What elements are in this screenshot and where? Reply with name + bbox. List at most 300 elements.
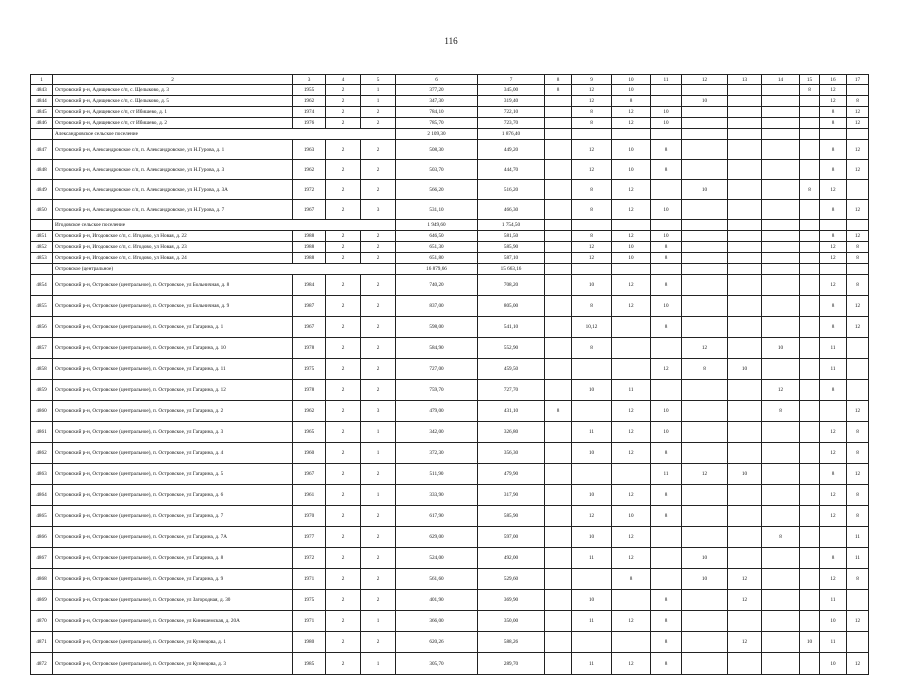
cell: 1 [361, 85, 396, 96]
cell: 12 [847, 464, 869, 485]
cell: 503,70 [396, 160, 478, 180]
cell: 2 [326, 527, 361, 548]
cell: 759,70 [396, 380, 478, 401]
cell [545, 253, 572, 264]
header-cell: 14 [762, 75, 800, 85]
cell [728, 85, 762, 96]
cell: 524,00 [396, 548, 478, 569]
cell: 8 [612, 96, 651, 107]
cell: 1962 [293, 96, 326, 107]
cell [728, 107, 762, 118]
cell [572, 401, 612, 422]
cell: 319,40 [478, 96, 545, 107]
address-cell: Островский р-н, Адищевское с/п, ст Ибишево, д. 1 [53, 107, 293, 118]
row-id-cell: 4866 [31, 527, 53, 548]
cell: 1988 [293, 242, 326, 253]
cell [545, 464, 572, 485]
cell: 347,30 [396, 96, 478, 107]
cell: 1 [361, 96, 396, 107]
cell: 8 [847, 569, 869, 590]
cell [682, 443, 728, 464]
cell: 2 [326, 231, 361, 242]
cell [762, 160, 800, 180]
address-cell: Островский р-н, Островское (центральное), п. Островское, ул Гагарина, д. 4 [53, 443, 293, 464]
cell: 10 [572, 590, 612, 611]
address-cell: Островский р-н, Александровское с/п, п. Александровское, ул Н.Гурова, д. 3А [53, 180, 293, 200]
cell: 459,50 [478, 359, 545, 380]
cell: 431,10 [478, 401, 545, 422]
cell: 508,30 [396, 140, 478, 160]
cell [682, 220, 728, 231]
cell [682, 422, 728, 443]
cell [612, 220, 651, 231]
row-id-cell: 4868 [31, 569, 53, 590]
cell: 581,50 [478, 231, 545, 242]
cell: 511,90 [396, 464, 478, 485]
cell: 722,10 [478, 107, 545, 118]
cell: 8 [762, 527, 800, 548]
cell: 620,26 [396, 632, 478, 653]
cell: 12 [572, 253, 612, 264]
cell [572, 632, 612, 653]
cell: 12 [728, 632, 762, 653]
address-cell: Островский р-н, Островское (центральное), п. Островское, ул Гагарина, д. 12 [53, 380, 293, 401]
cell [572, 129, 612, 140]
cell: 723,70 [478, 118, 545, 129]
cell [728, 200, 762, 220]
row-id-cell: 4861 [31, 422, 53, 443]
cell: 12 [820, 506, 847, 527]
cell: 2 [326, 180, 361, 200]
cell [572, 464, 612, 485]
cell [545, 129, 572, 140]
cell [545, 140, 572, 160]
cell: 8 [545, 401, 572, 422]
address-cell: Островский р-н, Островское (центральное), п. Островское, ул Гагарина, д. 2 [53, 401, 293, 422]
cell: 8 [651, 242, 682, 253]
cell: 10 [572, 485, 612, 506]
cell: 12 [820, 275, 847, 296]
header-cell: 3 [293, 75, 326, 85]
cell: 1977 [293, 527, 326, 548]
address-cell: Островский р-н, Островское (центральное), п. Островское, ул Кинешемская, д. 20А [53, 611, 293, 632]
cell [800, 548, 820, 569]
cell: 10 [651, 231, 682, 242]
cell [762, 275, 800, 296]
address-cell: Островский р-н, Александровское с/п, п. Александровское, ул Н.Гурова, д. 7 [53, 200, 293, 220]
cell: 12 [820, 422, 847, 443]
cell: 12 [612, 401, 651, 422]
cell [847, 220, 869, 231]
cell: 12 [612, 107, 651, 118]
cell [545, 380, 572, 401]
header-cell: 8 [545, 75, 572, 85]
header-cell: 17 [847, 75, 869, 85]
cell: 11 [572, 422, 612, 443]
cell [682, 140, 728, 160]
table-row [31, 200, 869, 220]
cell [545, 96, 572, 107]
cell: 2 [326, 140, 361, 160]
address-cell: Островский р-н, Островское (центральное), п. Островское, ул Гагарина, д. 9 [53, 569, 293, 590]
cell: 12 [682, 464, 728, 485]
cell [762, 253, 800, 264]
address-cell: Островский р-н, Адищевское с/п, с. Щелыково, д. 3 [53, 85, 293, 96]
cell [847, 359, 869, 380]
cell: 11 [820, 359, 847, 380]
cell: 10 [612, 160, 651, 180]
cell: 444,70 [478, 160, 545, 180]
row-id-cell: 4872 [31, 653, 53, 675]
cell [800, 443, 820, 464]
cell: 12 [682, 338, 728, 359]
cell [800, 200, 820, 220]
cell [762, 590, 800, 611]
row-id-cell: 4854 [31, 275, 53, 296]
cell: 8 [820, 464, 847, 485]
cell: 10 [651, 422, 682, 443]
cell: 1971 [293, 611, 326, 632]
cell [545, 220, 572, 231]
cell: 10 [800, 632, 820, 653]
cell: 8 [651, 506, 682, 527]
row-id-cell: 4848 [31, 160, 53, 180]
cell: 708,20 [478, 275, 545, 296]
cell [545, 160, 572, 180]
cell: 366,00 [396, 611, 478, 632]
cell [800, 140, 820, 160]
cell [800, 527, 820, 548]
cell [762, 180, 800, 200]
cell: 8 [800, 180, 820, 200]
cell [762, 464, 800, 485]
cell: 629,00 [396, 527, 478, 548]
subtotal-value: 1 876,40 [478, 129, 545, 140]
cell: 356,30 [478, 443, 545, 464]
cell: 8 [651, 160, 682, 180]
cell: 1965 [293, 422, 326, 443]
cell [682, 129, 728, 140]
cell: 10 [820, 653, 847, 675]
cell [572, 359, 612, 380]
cell [682, 200, 728, 220]
cell: 2 [326, 506, 361, 527]
cell: 3 [361, 200, 396, 220]
cell: 11 [820, 338, 847, 359]
cell [800, 275, 820, 296]
cell: 12 [612, 443, 651, 464]
cell: 2 [361, 275, 396, 296]
cell: 1970 [293, 506, 326, 527]
cell: 12 [612, 118, 651, 129]
cell [800, 242, 820, 253]
cell: 289,70 [478, 653, 545, 675]
cell: 10 [651, 200, 682, 220]
cell: 2 [326, 96, 361, 107]
cell: 12 [612, 548, 651, 569]
cell [682, 380, 728, 401]
cell: 1961 [293, 485, 326, 506]
cell [847, 264, 869, 275]
cell: 12 [612, 180, 651, 200]
cell [682, 611, 728, 632]
cell [728, 242, 762, 253]
cell [728, 653, 762, 675]
cell: 12 [612, 231, 651, 242]
cell: 8 [545, 85, 572, 96]
table-row [31, 118, 869, 129]
cell: 1978 [293, 380, 326, 401]
cell: 8 [820, 231, 847, 242]
cell [612, 338, 651, 359]
cell: 12 [612, 422, 651, 443]
cell: 12 [572, 160, 612, 180]
cell: 8 [682, 359, 728, 380]
page-number: 116 [444, 36, 458, 46]
cell [728, 443, 762, 464]
cell: 466,30 [478, 200, 545, 220]
table-row [31, 485, 869, 506]
cell: 12 [847, 231, 869, 242]
cell: 2 [326, 653, 361, 675]
cell: 2 [326, 275, 361, 296]
cell: 8 [572, 118, 612, 129]
cell: 1974 [293, 107, 326, 118]
cell: 2 [326, 632, 361, 653]
cell: 2 [326, 569, 361, 590]
cell: 377,20 [396, 85, 478, 96]
cell: 785,70 [396, 118, 478, 129]
table-row [31, 527, 869, 548]
cell: 1972 [293, 180, 326, 200]
table-row [31, 160, 869, 180]
cell: 2 [326, 611, 361, 632]
cell: 12 [572, 96, 612, 107]
cell: 10 [682, 569, 728, 590]
cell: 479,90 [478, 464, 545, 485]
cell: 12 [612, 485, 651, 506]
cell: 8 [847, 253, 869, 264]
cell [762, 296, 800, 317]
cell [728, 275, 762, 296]
cell: 2 [361, 380, 396, 401]
row-id-cell: 4857 [31, 338, 53, 359]
cell [800, 118, 820, 129]
cell: 727,00 [396, 359, 478, 380]
address-cell: Островский р-н, Островское (центральное), п. Островское, ул Гагарина, д. 3 [53, 422, 293, 443]
cell: 2 [361, 242, 396, 253]
cell [800, 317, 820, 338]
cell: 8 [651, 140, 682, 160]
cell: 12 [847, 611, 869, 632]
cell: 2 [326, 253, 361, 264]
cell: 2 [326, 296, 361, 317]
cell [762, 200, 800, 220]
cell: 8 [762, 401, 800, 422]
cell: 10 [572, 443, 612, 464]
subtotal-value: 15 663,16 [478, 264, 545, 275]
subtotal-label: Игодовское сельское поселение [53, 220, 396, 231]
cell [800, 96, 820, 107]
cell: 1967 [293, 464, 326, 485]
cell [545, 317, 572, 338]
cell: 8 [847, 275, 869, 296]
cell: 2 [361, 569, 396, 590]
cell [762, 485, 800, 506]
cell: 10 [612, 253, 651, 264]
address-cell: Островский р-н, Островское (центральное), п. Островское, ул Гагарина, д. 10 [53, 338, 293, 359]
cell [682, 85, 728, 96]
cell: 10 [651, 401, 682, 422]
subtotal-label: Островское (центральное) [53, 264, 396, 275]
address-cell: Островский р-н, Островское (центральное), п. Островское, ул Гагарина, д. 11 [53, 359, 293, 380]
cell: 1960 [293, 443, 326, 464]
table-row [31, 180, 869, 200]
cell: 566,20 [396, 180, 478, 200]
row-id-cell: 4870 [31, 611, 53, 632]
cell: 8 [820, 380, 847, 401]
table-row [31, 275, 869, 296]
cell [572, 569, 612, 590]
cell: 369,90 [478, 590, 545, 611]
cell: 12 [728, 569, 762, 590]
address-cell: Островский р-н, Островское (центральное), п. Островское, ул Гагарина, д. 5 [53, 464, 293, 485]
cell [728, 180, 762, 200]
cell [847, 129, 869, 140]
header-cell: 5 [361, 75, 396, 85]
cell [545, 632, 572, 653]
row-id-cell: 4849 [31, 180, 53, 200]
address-cell: Островский р-н, Игодовское с/п, с. Игодово, ул Новая, д. 22 [53, 231, 293, 242]
cell [682, 317, 728, 338]
cell: 2 [361, 180, 396, 200]
cell [682, 296, 728, 317]
cell: 2 [361, 231, 396, 242]
cell: 1962 [293, 401, 326, 422]
row-id-cell: 4860 [31, 401, 53, 422]
cell: 10 [682, 548, 728, 569]
cell: 12 [847, 653, 869, 675]
cell: 2 [326, 485, 361, 506]
row-id-cell: 4846 [31, 118, 53, 129]
cell: 8 [612, 569, 651, 590]
cell [651, 180, 682, 200]
table-row [31, 464, 869, 485]
cell [612, 464, 651, 485]
row-id-cell: 4865 [31, 506, 53, 527]
cell [728, 611, 762, 632]
cell [800, 653, 820, 675]
cell: 8 [651, 611, 682, 632]
cell: 2 [326, 338, 361, 359]
header-cell: 4 [326, 75, 361, 85]
cell: 651,30 [396, 242, 478, 253]
header-cell: 7 [478, 75, 545, 85]
cell: 12 [612, 296, 651, 317]
cell: 342,00 [396, 422, 478, 443]
cell: 350,00 [478, 611, 545, 632]
cell [728, 506, 762, 527]
cell: 8 [820, 140, 847, 160]
cell [762, 443, 800, 464]
cell [545, 611, 572, 632]
cell [800, 359, 820, 380]
cell [800, 264, 820, 275]
cell [800, 380, 820, 401]
subtotal-value: 1 949,60 [396, 220, 478, 231]
cell: 2 [326, 200, 361, 220]
cell [762, 96, 800, 107]
cell: 317,90 [478, 485, 545, 506]
cell: 12 [612, 200, 651, 220]
cell [682, 401, 728, 422]
cell: 2 [326, 160, 361, 180]
cell: 10 [728, 359, 762, 380]
address-cell: Островский р-н, Островское (центральное), п. Островское, ул Гагарина, д. 8 [53, 548, 293, 569]
cell: 2 [361, 338, 396, 359]
cell: 12 [572, 506, 612, 527]
cell [612, 264, 651, 275]
cell: 10,12 [572, 317, 612, 338]
row-id-cell: 4863 [31, 464, 53, 485]
cell: 8 [820, 160, 847, 180]
cell: 12 [651, 359, 682, 380]
header-cell: 15 [800, 75, 820, 85]
cell [800, 296, 820, 317]
cell: 1988 [293, 231, 326, 242]
cell [545, 548, 572, 569]
cell [545, 107, 572, 118]
row-id-cell: 4855 [31, 296, 53, 317]
cell: 2 [361, 140, 396, 160]
cell: 8 [651, 275, 682, 296]
cell: 12 [820, 485, 847, 506]
cell: 8 [572, 180, 612, 200]
cell: 12 [847, 296, 869, 317]
cell [800, 338, 820, 359]
cell: 2 [361, 253, 396, 264]
cell [762, 359, 800, 380]
cell: 2 [361, 506, 396, 527]
cell: 8 [820, 200, 847, 220]
cell: 2 [361, 160, 396, 180]
cell: 3 [361, 401, 396, 422]
cell: 1963 [293, 140, 326, 160]
cell: 1975 [293, 590, 326, 611]
cell [545, 569, 572, 590]
address-cell: Островский р-н, Островское (центральное), п. Островское, ул Загородная, д. 30 [53, 590, 293, 611]
table-row [31, 296, 869, 317]
cell: 1967 [293, 200, 326, 220]
cell [728, 485, 762, 506]
address-cell: Островский р-н, Адищевское с/п, с. Щелыково, д. 5 [53, 96, 293, 107]
cell [800, 485, 820, 506]
cell: 2 [361, 527, 396, 548]
cell [545, 485, 572, 506]
cell: 11 [651, 464, 682, 485]
cell [682, 160, 728, 180]
cell [820, 527, 847, 548]
cell [612, 129, 651, 140]
cell: 326,80 [478, 422, 545, 443]
row-id-cell: 4871 [31, 632, 53, 653]
cell: 561,60 [396, 569, 478, 590]
cell: 2 [361, 107, 396, 118]
address-cell: Островский р-н, Островское (центральное), п. Островское, ул Гагарина, д. 7 [53, 506, 293, 527]
cell [31, 220, 53, 231]
header-cell: 9 [572, 75, 612, 85]
housing-register-table [30, 74, 869, 675]
